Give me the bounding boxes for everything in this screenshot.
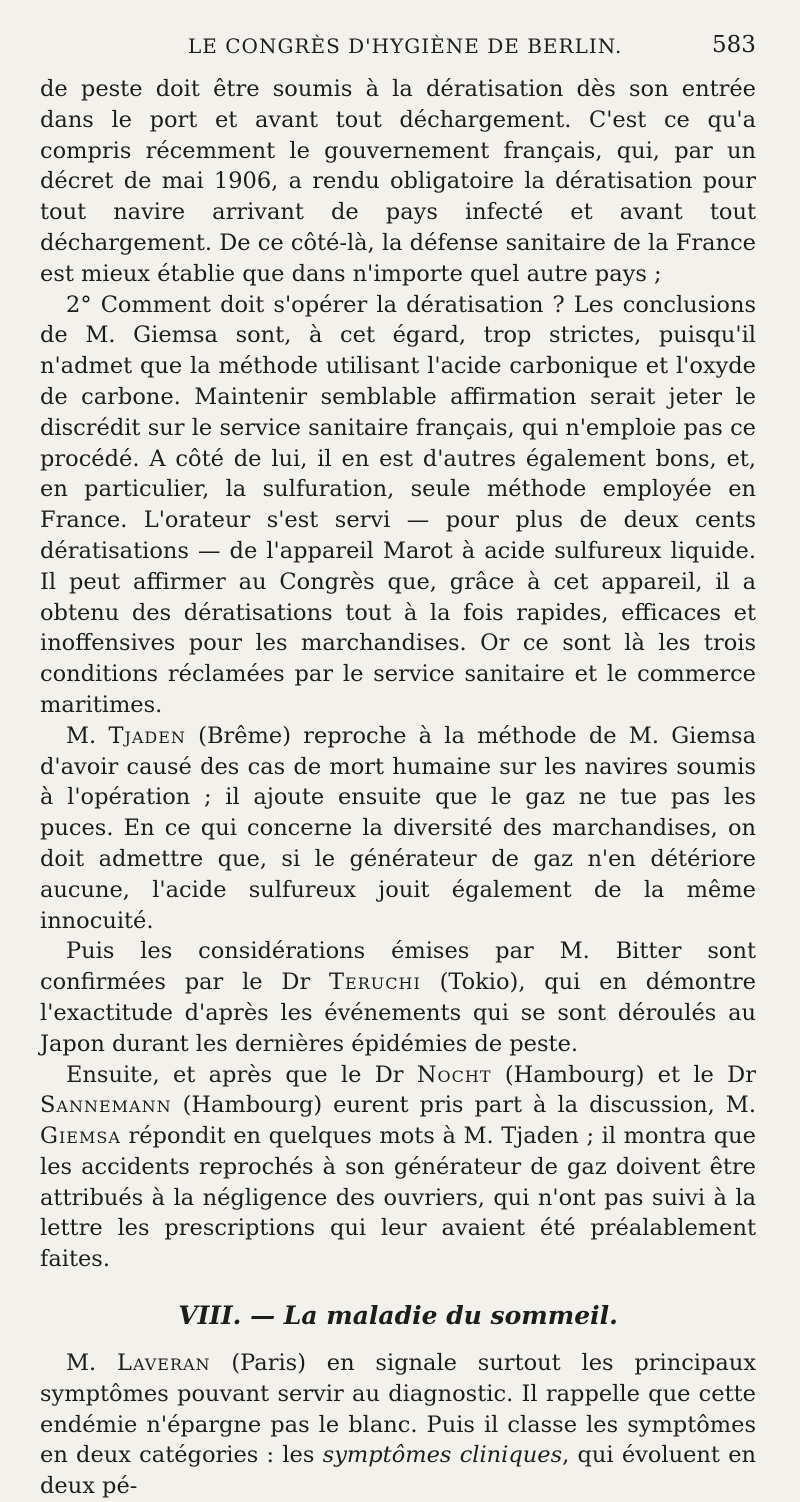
text-run: M. (66, 1350, 118, 1377)
person-name: Giemsa (40, 1123, 121, 1150)
page-body (40, 74, 756, 1502)
text-run: (Tokio), qui en démontre l'exactitude d'après les événements qui se sont déroulés au Japon durant les dernières épidémies de peste. (40, 969, 756, 1057)
paragraph-3 (40, 721, 756, 937)
emphasis: symptômes cliniques (322, 1442, 563, 1469)
person-name: Laveran (117, 1350, 211, 1377)
person-name: Nocht (416, 1061, 492, 1088)
page-number: 583 (712, 32, 756, 58)
text-run: Ensuite, et après que le Dr (66, 1061, 417, 1088)
person-name: Teruchi (329, 969, 421, 996)
section-heading: VIII. — La maladie du sommeil. (178, 1301, 618, 1331)
paragraph-2: 2° Comment doit s'opérer la dératisation ? Les conclusions de M. Giemsa sont, à cet égard, trop strictes, puisqu'il n'admet que la méthode utilisant l'acide carbonique et l'oxyde de carbone. Maintenir semblable affirmation serait jeter le discrédit sur le service sanitaire français, qui n'emploie pas ce procédé. A côté de lui, il en est d'autres également bons, et, en particulier, la sulfuration, seule méthode employée en France. L'orateur s'est servi — pour plus de deux cents dératisations — de l'appareil Marot à acide sulfureux liquide. Il peut affirmer au Congrès que, grâce à cet appareil, il a obtenu des dératisations tout à la fois rapides, efficaces et inoffensives pour les marchandises. Or ce sont là les trois conditions réclamées par le service sanitaire et le commerce maritimes. (40, 291, 756, 718)
text-run: (Hambourg) eurent pris part à la discussion, M. (171, 1092, 756, 1119)
text-run: (Paris) en signale surtout les principaux symptômes pouvant servir au diagnostic. Il rappelle que cette endémie n'épargne pas le blanc. Puis il classe les symptômes en deux catégories : les (40, 1350, 757, 1469)
text-run: (Hambourg) et le Dr (491, 1061, 756, 1088)
text-run: , qui évoluent en deux pé- (40, 1442, 757, 1500)
paragraph-6 (40, 1348, 756, 1502)
text-run: M. (66, 722, 109, 749)
paragraph-1: de peste doit être soumis à la dératisation dès son entrée dans le port et avant tout déchargement. C'est ce qu'a compris récemment le gouvernement français, qui, par un décret de mai 1906, a rendu obligatoire la dératisation pour tout navire arrivant de pays infecté et avant tout déchargement. De ce côté-là, la défense sanitaire de la France est mieux établie que dans n'importe quel autre pays ; (40, 76, 756, 287)
text-run: Puis les considérations émises par M. Bitter sont confirmées par le Dr (40, 938, 756, 996)
person-name: Tjaden (108, 722, 186, 749)
text-run: (Brême) reproche à la méthode de M. Giemsa d'avoir causé des cas de mort humaine sur les navires soumis à l'opération ; il ajoute ensuite que le gaz ne tue pas les puces. En ce qui concerne la diversité des marchandises, on doit admettre que, si le générateur de gaz n'en détériore aucune, l'acide sulfureux jouit également de la même innocuité. (40, 722, 756, 934)
paragraph-5 (40, 1060, 756, 1276)
text-run: répondit en quelques mots à M. Tjaden ; il montra que les accidents reprochés à son générateur de gaz doivent être attribués à la négligence des ouvriers, qui n'ont pas suivi à la lettre les prescriptions qui leur avaient été préalablement faites. (40, 1123, 756, 1273)
person-name: Sannemann (40, 1092, 172, 1119)
running-header (0, 28, 800, 68)
running-title: LE CONGRÈS D'HYGIÈNE DE BERLIN. (188, 34, 623, 58)
paragraph-4 (40, 936, 756, 1059)
